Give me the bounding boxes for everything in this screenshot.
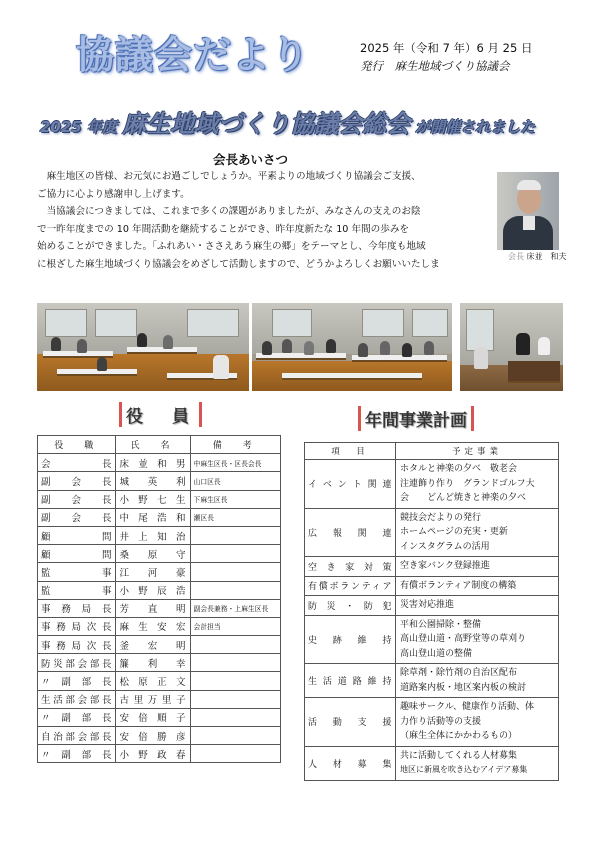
plan-schedule-line: 力作り活動等の支援: [400, 716, 482, 727]
greeting-title: 会長あいさつ: [213, 152, 289, 167]
officer-note: 副会長兼務・上麻生区長: [190, 599, 280, 617]
table-row: [305, 576, 559, 596]
chairman-photo: [497, 172, 559, 250]
table-header-row: [38, 436, 281, 454]
plan-item: 有償ボランティア: [305, 576, 396, 596]
issue-date: 2025 年（令和 7 年）6 月 25 日: [360, 41, 533, 55]
greeting-line: 始めることができました。「ふれあい・ささえあう麻生の郷」をテーマとし、今年度も地域: [37, 241, 426, 253]
table-row: [38, 545, 281, 563]
plan-schedule: [396, 698, 559, 747]
plan-schedule-line: 高山登山道・高野堂等の草刈り: [400, 634, 527, 644]
table-row: [38, 672, 281, 690]
plan-schedule-line: ホームページの充実・更新: [400, 527, 508, 537]
officer-note: [190, 563, 280, 581]
plan-item: 空き家対策: [305, 557, 396, 577]
officer-note: [190, 636, 280, 654]
plan-item: 生活道路維持: [305, 664, 396, 698]
plan-schedule-line: 有償ボランティア制度の構築: [400, 580, 517, 591]
officers-table: [37, 435, 281, 763]
plan-schedule-line: 道路案内板・地区案内板の検討: [400, 682, 527, 693]
annual-plan-table: [304, 442, 559, 781]
officer-role: 事務局次長: [38, 617, 116, 635]
plan-schedule-line: 会 どんど焼きと神楽の夕べ: [400, 493, 527, 503]
newsletter-title: 協議会だより: [76, 33, 311, 77]
plan-schedule-line: ホタルと神楽の夕べ 敬老会: [400, 464, 518, 474]
table-row: [305, 596, 559, 616]
table-header-row: [305, 443, 559, 460]
table-row: [38, 654, 281, 672]
meeting-photo-3: [460, 303, 563, 391]
table-row: [38, 727, 281, 745]
greeting-line: で一昨年度までの 10 年間活動を継続することができ、昨年度新たな 10 年間の歩みを: [37, 223, 410, 235]
table-row: [38, 490, 281, 508]
officer-role: 監事: [38, 563, 116, 581]
table-row: [38, 636, 281, 654]
officer-note: [190, 672, 280, 690]
officer-name: 安倍順子: [116, 708, 190, 726]
plan-item: 広報関連: [305, 508, 396, 557]
officer-note: 中麻生区長・区長会長: [190, 454, 280, 472]
plan-item: 人材募集: [305, 746, 396, 780]
chairman-name: 床並 和夫: [526, 252, 567, 261]
officer-note: 山口区長: [190, 472, 280, 490]
officer-name: 小野辰浩: [116, 581, 190, 599]
table-row: [305, 698, 559, 747]
officer-name: 安倍勝彦: [116, 727, 190, 745]
officer-role: 顧問: [38, 545, 116, 563]
officer-name: 釜宏明: [116, 636, 190, 654]
table-row: [305, 508, 559, 557]
table-row: [38, 454, 281, 472]
plan-schedule: [396, 508, 559, 557]
officer-role: 自治部会部長: [38, 727, 116, 745]
table-row: [38, 690, 281, 708]
officer-role: 副会長: [38, 508, 116, 526]
plan-schedule-line: 注連飾り作り グランドゴルフ大: [400, 478, 535, 489]
plan-item: 史跡維持: [305, 615, 396, 664]
table-row: [305, 746, 559, 780]
officer-note: [190, 654, 280, 672]
table-row: [38, 508, 281, 526]
table-row: [305, 615, 559, 664]
plan-schedule: [396, 664, 559, 698]
officer-note: [190, 690, 280, 708]
plan-item: 防災・防犯: [305, 596, 396, 616]
greeting-line: に根ざした麻生地域づくり協議会をめざして活動しますので、どうかよろしくお願いいたしま: [37, 258, 440, 270]
officer-role: 〃副部長: [38, 708, 116, 726]
chairman-role: 会長: [508, 252, 524, 261]
plan-schedule-line: （麻生全体にかかわるもの）: [400, 731, 518, 741]
table-row: [305, 460, 559, 509]
officer-note: 下麻生区長: [190, 490, 280, 508]
headline-suffix: が開催されました: [415, 118, 536, 136]
plan-item: 活動支援: [305, 698, 396, 747]
officer-name: 小野七生: [116, 490, 190, 508]
column-header-note: 備 考: [190, 436, 280, 454]
headline-year: 2025 年度: [40, 118, 117, 136]
officer-name: 芳直明: [116, 599, 190, 617]
officer-name: 江河豪: [116, 563, 190, 581]
table-row: [38, 472, 281, 490]
officer-note: 瀬区長: [190, 508, 280, 526]
headline-event: 麻生地域づくり協議会総会: [122, 110, 411, 138]
greeting-line: 当協議会につきましては、これまで多くの課題がありましたが、みなさんの支えのお陰: [46, 206, 421, 218]
column-header-name: 氏 名: [116, 436, 190, 454]
officer-role: 事務局次長: [38, 636, 116, 654]
officer-note: [190, 526, 280, 544]
plan-schedule: [396, 460, 559, 509]
officer-name: 井上知治: [116, 526, 190, 544]
officer-name: 麻生安宏: [116, 617, 190, 635]
plan-schedule-line: 共に活動してくれる人材募集: [400, 750, 518, 761]
plan-schedule-line: 趣味サークル、健康作り活動、体: [400, 702, 535, 712]
plan-schedule-line: 地区に新風を吹き込むアイデア募集: [400, 765, 528, 774]
plan-schedule-line: インスタグラムの活用: [400, 541, 490, 552]
annual-plan-heading: 年間事業計画: [358, 406, 474, 431]
officer-name: 小野政春: [116, 745, 190, 763]
plan-schedule: [396, 557, 559, 577]
table-row: [305, 557, 559, 577]
plan-item: イベント関連: [305, 460, 396, 509]
officer-role: 事務局長: [38, 599, 116, 617]
chairman-caption: [508, 251, 567, 262]
table-row: [38, 526, 281, 544]
column-header-role: 役 職: [38, 436, 116, 454]
officer-note: [190, 708, 280, 726]
officer-note: 会計担当: [190, 617, 280, 635]
officer-note: [190, 727, 280, 745]
headline: [40, 104, 570, 144]
officer-name: 城英利: [116, 472, 190, 490]
officer-role: 防災部会部長: [38, 654, 116, 672]
plan-schedule-line: 除草剤・除竹剤の自治区配布: [400, 668, 518, 678]
greeting-line: ご協力に心より感謝申し上げます。: [37, 188, 190, 200]
officer-role: 副会長: [38, 490, 116, 508]
plan-schedule-line: 競技会だよりの発行: [400, 512, 482, 523]
plan-schedule: [396, 615, 559, 664]
plan-schedule: [396, 576, 559, 596]
table-row: [38, 563, 281, 581]
officer-name: 中尾浩和: [116, 508, 190, 526]
plan-schedule: [396, 596, 559, 616]
officer-role: 〃副部長: [38, 745, 116, 763]
table-row: [38, 745, 281, 763]
officer-name: 床並和男: [116, 454, 190, 472]
officer-role: 副会長: [38, 472, 116, 490]
plan-schedule-line: 空き家バンク登録推進: [400, 561, 490, 571]
greeting-text: [37, 168, 555, 274]
officers-heading: 役 員: [119, 402, 202, 427]
table-row: [305, 664, 559, 698]
table-row: [38, 617, 281, 635]
column-header-schedule: 予定事業: [396, 443, 559, 460]
officer-name: 古里万里子: [116, 690, 190, 708]
greeting-line: 麻生地区の皆様、お元気にお過ごしでしょうか。平素よりの地域づくり協議会ご支援、: [46, 171, 421, 182]
table-row: [38, 581, 281, 599]
officer-role: 監事: [38, 581, 116, 599]
officer-note: [190, 745, 280, 763]
officer-note: [190, 581, 280, 599]
officer-role: 生活部会部長: [38, 690, 116, 708]
column-header-item: 項 目: [305, 443, 396, 460]
officer-role: 会長: [38, 454, 116, 472]
meeting-photo-1: [37, 303, 249, 391]
officer-note: [190, 545, 280, 563]
plan-schedule-line: 平和公園掃除・整備: [400, 619, 482, 630]
plan-schedule-line: 高山登山道の整備: [400, 648, 473, 659]
plan-schedule-line: 災害対応推進: [400, 600, 455, 610]
meeting-photo-2: [252, 303, 452, 391]
officer-role: 〃副部長: [38, 672, 116, 690]
publisher: 発行 麻生地域づくり協議会: [360, 59, 510, 73]
table-row: [38, 599, 281, 617]
officer-name: 簾利幸: [116, 654, 190, 672]
plan-schedule: [396, 746, 559, 780]
officer-role: 顧問: [38, 526, 116, 544]
officer-name: 松原正文: [116, 672, 190, 690]
table-row: [38, 708, 281, 726]
officer-name: 桑原守: [116, 545, 190, 563]
